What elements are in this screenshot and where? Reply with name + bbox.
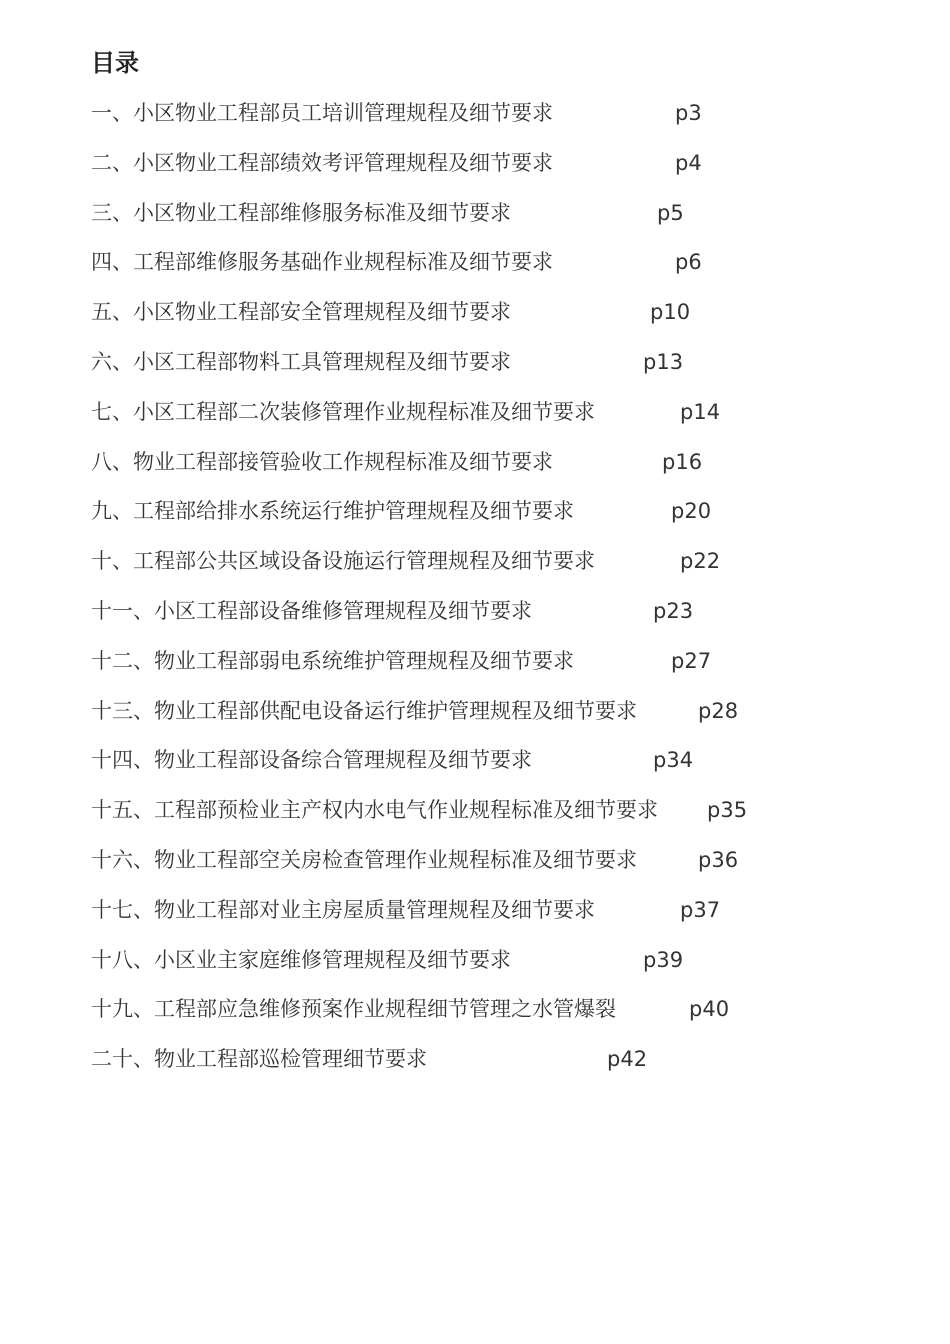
toc-entry-page-number: p35: [707, 798, 748, 823]
toc-entry-title: 十八、小区业主家庭维修管理规程及细节要求: [91, 947, 511, 972]
toc-entry[interactable]: [91, 893, 911, 943]
toc-entry[interactable]: [91, 96, 911, 146]
toc-entry-page-number: p27: [671, 648, 712, 673]
toc-entry-title: 十四、物业工程部设备综合管理规程及细节要求: [91, 748, 532, 773]
toc-entry-title: 十三、物业工程部供配电设备运行维护管理规程及细节要求: [91, 698, 637, 723]
toc-entry-title: 五、小区物业工程部安全管理规程及细节要求: [91, 300, 511, 325]
toc-entry-page-number: p16: [662, 449, 703, 474]
toc-entry-page-number: p22: [680, 549, 721, 574]
toc-entry-page-number: p36: [698, 847, 739, 872]
toc-entry-page-number: p28: [698, 698, 739, 723]
toc-entry[interactable]: [91, 992, 911, 1042]
toc-entry-title: 九、工程部给排水系统运行维护管理规程及细节要求: [91, 499, 574, 524]
toc-entry-page-number: p13: [643, 349, 684, 374]
toc-entry-title: 十七、物业工程部对业主房屋质量管理规程及细节要求: [91, 897, 595, 922]
toc-entry[interactable]: [91, 494, 911, 544]
toc-entry-title: 六、小区工程部物料工具管理规程及细节要求: [91, 349, 511, 374]
toc-entry-title: 一、小区物业工程部员工培训管理规程及细节要求: [91, 101, 553, 125]
toc-entry-title: 十六、物业工程部空关房检查管理作业规程标准及细节要求: [91, 847, 637, 872]
toc-entry[interactable]: [91, 843, 911, 893]
toc-entry[interactable]: [91, 544, 911, 594]
toc-entry[interactable]: [91, 793, 911, 843]
toc-entry[interactable]: [91, 1042, 911, 1092]
toc-entry[interactable]: [91, 943, 911, 993]
toc-entry-page-number: p23: [653, 598, 694, 623]
toc-entry[interactable]: [91, 395, 911, 445]
toc-entry-title: 十九、工程部应急维修预案作业规程细节管理之水管爆裂: [91, 997, 616, 1022]
toc-entry[interactable]: [91, 694, 911, 744]
toc-entry-page-number: p42: [607, 1047, 648, 1072]
toc-entry-title: 二、小区物业工程部绩效考评管理规程及细节要求: [91, 150, 553, 175]
toc-entry[interactable]: [91, 245, 911, 295]
toc-list: [91, 96, 911, 1092]
toc-entry-page-number: p5: [657, 200, 684, 225]
toc-entry[interactable]: [91, 743, 911, 793]
toc-entry-page-number: p37: [680, 897, 721, 922]
toc-entry-title: 二十、物业工程部巡检管理细节要求: [91, 1047, 427, 1072]
toc-entry-title: 四、工程部维修服务基础作业规程标准及细节要求: [91, 250, 553, 275]
toc-entry-title: 三、小区物业工程部维修服务标准及细节要求: [91, 200, 511, 225]
toc-entry-page-number: p20: [671, 499, 712, 524]
toc-entry-page-number: p4: [675, 150, 702, 175]
toc-entry-page-number: p3: [675, 101, 702, 125]
toc-entry-page-number: p40: [689, 997, 730, 1022]
toc-entry-page-number: p34: [653, 748, 694, 773]
toc-entry[interactable]: [91, 594, 911, 644]
toc-title: 目录: [91, 49, 139, 77]
toc-entry-page-number: p39: [643, 947, 684, 972]
toc-entry[interactable]: [91, 295, 911, 345]
toc-entry-title: 十五、工程部预检业主产权内水电气作业规程标准及细节要求: [91, 798, 658, 823]
toc-entry-title: 七、小区工程部二次装修管理作业规程标准及细节要求: [91, 399, 595, 424]
toc-entry[interactable]: [91, 445, 911, 495]
toc-entry-page-number: p14: [680, 399, 721, 424]
toc-entry[interactable]: [91, 644, 911, 694]
toc-entry[interactable]: [91, 345, 911, 395]
toc-entry-title: 八、物业工程部接管验收工作规程标准及细节要求: [91, 449, 553, 474]
toc-entry-page-number: p6: [675, 250, 702, 275]
toc-entry-page-number: p10: [650, 300, 691, 325]
toc-entry[interactable]: [91, 146, 911, 196]
toc-entry-title: 十、工程部公共区域设备设施运行管理规程及细节要求: [91, 549, 595, 574]
toc-entry-title: 十二、物业工程部弱电系统维护管理规程及细节要求: [91, 648, 574, 673]
toc-entry[interactable]: [91, 196, 911, 246]
toc-entry-title: 十一、小区工程部设备维修管理规程及细节要求: [91, 598, 532, 623]
